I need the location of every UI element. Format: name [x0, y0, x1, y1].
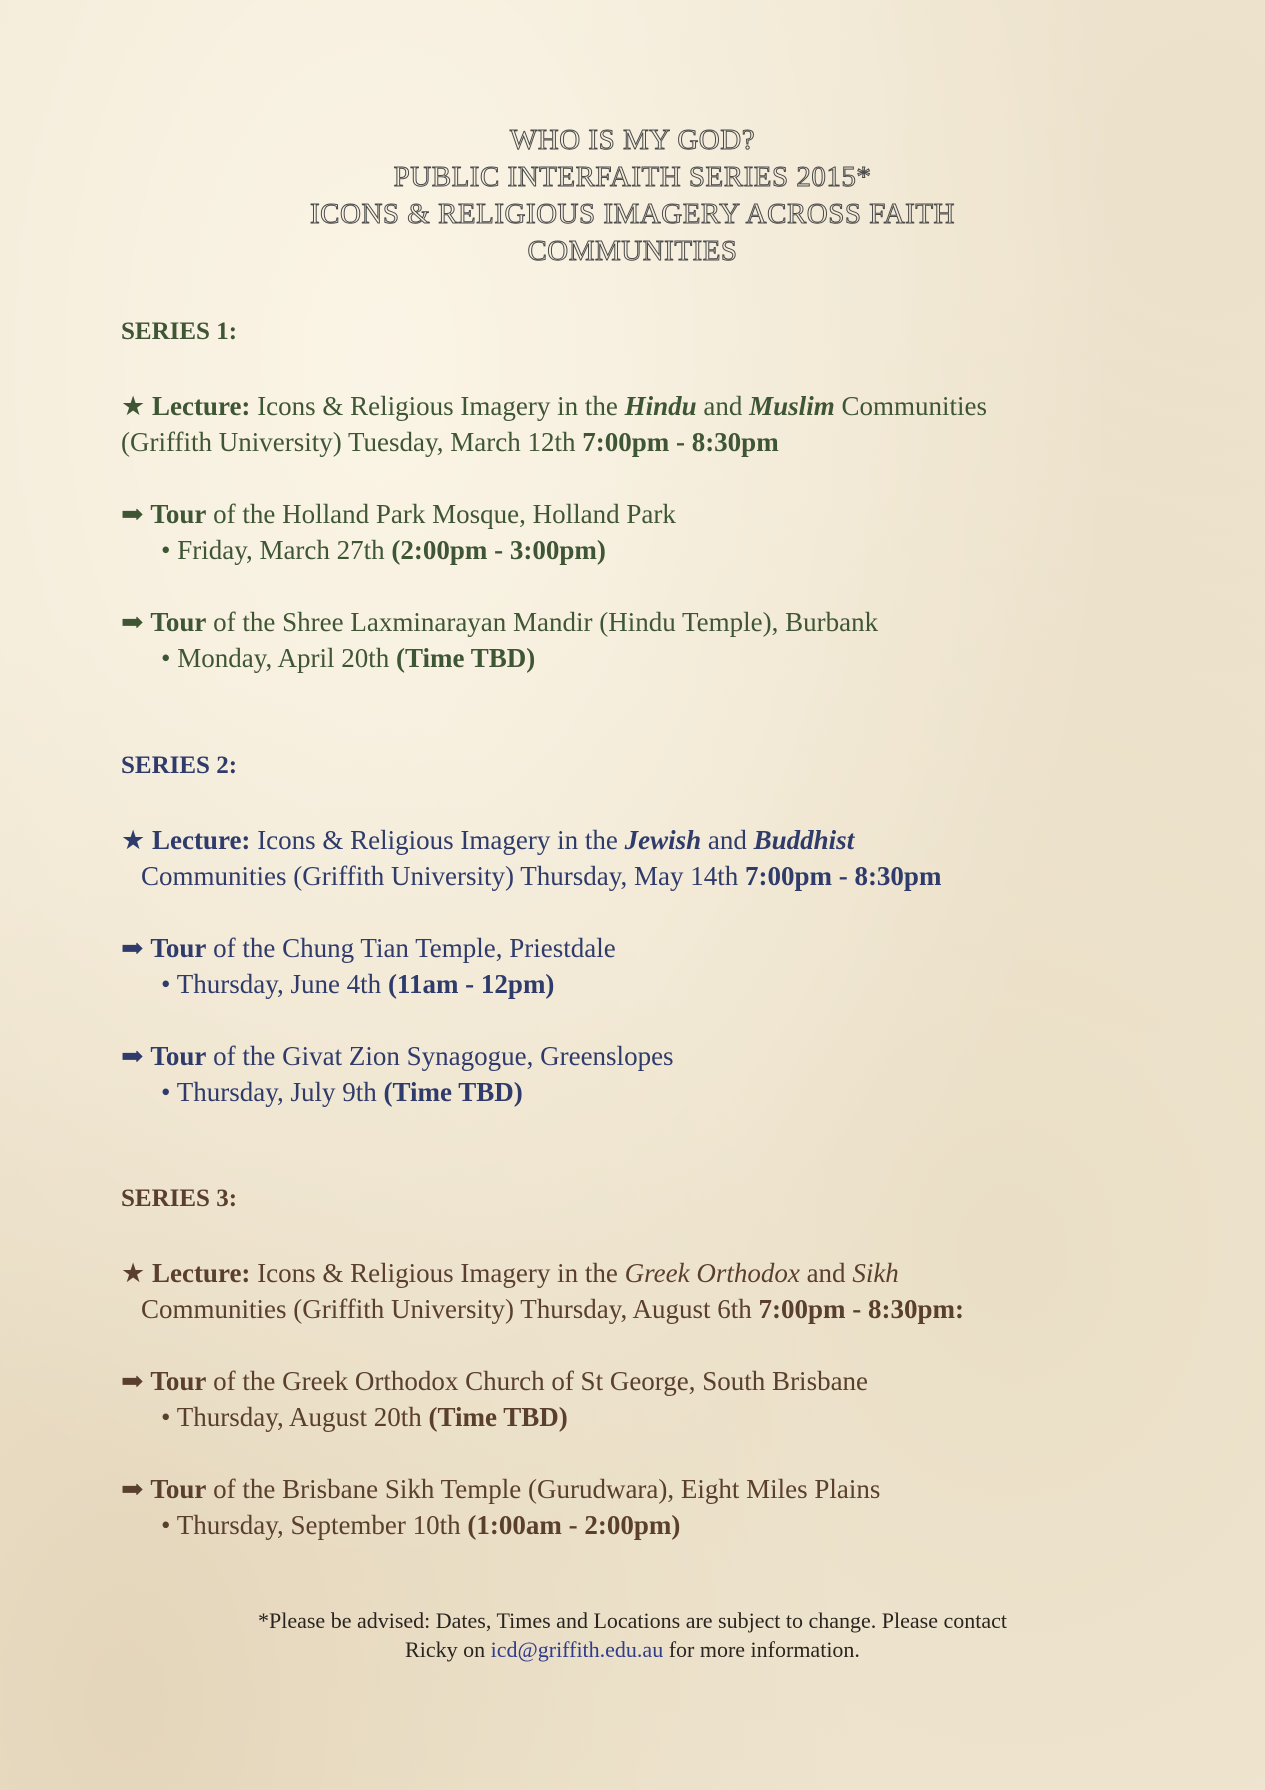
- lecture-label: Lecture:: [151, 825, 251, 855]
- lecture-time: 7:00pm - 8:30pm:: [758, 1294, 964, 1324]
- tour-time: (Time TBD): [395, 643, 536, 673]
- lecture-text: Communities: [834, 391, 987, 421]
- bullet-icon: •: [161, 1402, 171, 1432]
- title-line: COMMUNITIES: [527, 235, 738, 267]
- tour-date: Thursday, September 10th: [176, 1510, 468, 1540]
- tour-label: Tour: [150, 1366, 207, 1396]
- tour-time: (Time TBD): [383, 1077, 523, 1107]
- faith-name: Buddhist: [753, 825, 855, 855]
- bullet-icon: •: [161, 535, 171, 565]
- disclaimer-footer: [0, 1606, 1265, 1664]
- lecture-details: Communities (Griffith University) Thursday, August 6th: [141, 1294, 759, 1324]
- bullet-icon: •: [161, 969, 171, 999]
- tour-label: Tour: [150, 1474, 207, 1504]
- arrow-right-icon: ➡: [121, 1474, 144, 1504]
- bullet-icon: •: [161, 643, 171, 673]
- faith-name: Sikh: [852, 1258, 899, 1288]
- email-link[interactable]: icd@griffith.edu.au: [490, 1637, 664, 1662]
- tour-label: Tour: [150, 499, 207, 529]
- lecture-text: Icons & Religious Imagery in the: [250, 825, 625, 855]
- lecture-time: 7:00pm - 8:30pm: [744, 861, 942, 891]
- bullet-icon: •: [161, 1077, 171, 1107]
- disclaimer-text: *Please be advised: Dates, Times and Locations are subject to change. Please contact: [257, 1608, 1007, 1633]
- series-3: [121, 1185, 1171, 1543]
- tour-label: Tour: [150, 607, 207, 637]
- tour-item: [121, 1363, 1171, 1435]
- bullet-icon: •: [161, 1510, 171, 1540]
- faith-name: Greek Orthodox: [624, 1258, 800, 1288]
- document-title: [0, 122, 1265, 270]
- arrow-right-icon: ➡: [121, 607, 144, 637]
- lecture-text: Icons & Religious Imagery in the: [250, 1258, 625, 1288]
- lecture-item: [121, 388, 1171, 460]
- tour-place: of the Greek Orthodox Church of St George, South Brisbane: [206, 1366, 869, 1396]
- tour-item: [121, 1038, 1171, 1110]
- tour-label: Tour: [150, 933, 207, 963]
- lecture-details: (Griffith University) Tuesday, March 12th: [121, 427, 583, 457]
- lecture-text: and: [696, 391, 750, 421]
- tour-date: Thursday, July 9th: [176, 1077, 384, 1107]
- tour-place: of the Givat Zion Synagogue, Greenslopes: [206, 1041, 674, 1071]
- arrow-right-icon: ➡: [121, 499, 144, 529]
- tour-date: Monday, April 20th: [177, 643, 396, 673]
- series-2: [121, 752, 1171, 1110]
- lecture-text: and: [799, 1258, 853, 1288]
- title-line: ICONS & RELIGIOUS IMAGERY ACROSS FAITH: [310, 198, 955, 230]
- tour-place: of the Holland Park Mosque, Holland Park: [206, 499, 676, 529]
- tour-time: (Time TBD): [428, 1402, 568, 1432]
- faith-name: Hindu: [624, 391, 697, 421]
- series-heading: SERIES 1:: [121, 318, 238, 345]
- tour-time: (11am - 12pm): [387, 969, 555, 999]
- series-heading: SERIES 3:: [121, 1185, 238, 1212]
- lecture-item: [121, 822, 1171, 894]
- faith-name: Jewish: [624, 825, 702, 855]
- title-line: PUBLIC INTERFAITH SERIES 2015*: [393, 161, 872, 193]
- lecture-label: Lecture:: [151, 1258, 251, 1288]
- tour-place: of the Chung Tian Temple, Priestdale: [206, 933, 616, 963]
- arrow-right-icon: ➡: [121, 1041, 144, 1071]
- faith-name: Muslim: [749, 391, 835, 421]
- tour-place: of the Shree Laxminarayan Mandir (Hindu Temple), Burbank: [206, 607, 879, 637]
- contact-text: Ricky on: [405, 1637, 491, 1662]
- series-heading: SERIES 2:: [121, 752, 238, 779]
- tour-label: Tour: [150, 1041, 207, 1071]
- tour-item: [121, 930, 1171, 1002]
- tour-item: [121, 496, 1171, 568]
- title-line: WHO IS MY GOD?: [509, 124, 756, 156]
- lecture-item: [121, 1255, 1171, 1327]
- star-icon: ★: [121, 1258, 146, 1288]
- tour-date: Thursday, June 4th: [176, 969, 388, 999]
- lecture-time: 7:00pm - 8:30pm: [582, 427, 779, 457]
- tour-date: Friday, March 27th: [177, 535, 392, 565]
- tour-item: [121, 604, 1171, 676]
- lecture-text: Icons & Religious Imagery in the: [250, 391, 625, 421]
- tour-time: (1:00am - 2:00pm): [467, 1510, 681, 1540]
- contact-line: [0, 1635, 1265, 1664]
- series-1: [121, 318, 1171, 676]
- tour-time: (2:00pm - 3:00pm): [391, 535, 606, 565]
- star-icon: ★: [121, 391, 146, 421]
- arrow-right-icon: ➡: [121, 933, 144, 963]
- contact-text: for more information.: [663, 1637, 860, 1662]
- tour-item: [121, 1471, 1171, 1543]
- star-icon: ★: [121, 825, 146, 855]
- arrow-right-icon: ➡: [121, 1366, 144, 1396]
- lecture-details: Communities (Griffith University) Thursday, May 14th: [141, 861, 745, 891]
- lecture-text: and: [701, 825, 754, 855]
- tour-place: of the Brisbane Sikh Temple (Gurudwara), Eight Miles Plains: [206, 1474, 881, 1504]
- tour-date: Thursday, August 20th: [176, 1402, 429, 1432]
- lecture-label: Lecture:: [151, 391, 251, 421]
